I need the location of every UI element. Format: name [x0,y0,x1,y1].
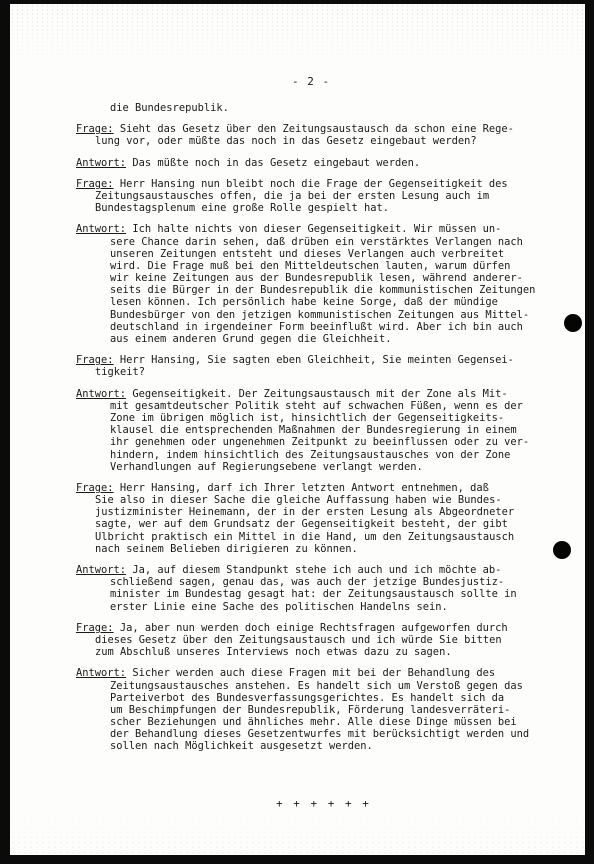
line-text: Ich halte nichts von dieser Gegenseitigkeit. Wir müssen un- [132,223,502,236]
text-line [76,260,591,272]
answer-paragraph [76,223,591,345]
line-text: tigkeit? [95,366,146,379]
line-text: nach seinem Belieben dirigieren zu können. [95,542,358,555]
answer-paragraph [76,564,591,613]
text-line [76,272,591,284]
line-text: aus einem anderen Grund gegen die Gleichheit. [110,333,392,345]
line-text: Parteiverbot des Bundesverfassungsgerichtes. Es handelt sich da [110,691,505,704]
line-text: um Beschimpfungen der Bundesrepublik, Förderung landesverräteri- [110,703,511,716]
text-line [76,236,591,248]
text-line [76,388,591,400]
text-line [76,321,591,333]
line-text: deutschland in irgendeiner Form beeinflußt wird. Aber ich bin auch [110,320,523,333]
scan-noise-top [10,4,585,64]
text-line [76,135,591,147]
end-mark: + + + + + + [276,797,371,810]
text-line [76,223,591,235]
line-text: die Bundesrepublik. [110,102,229,114]
line-text: Zeitungsaustausches anstehen. Es handelt sich um Verstoß gegen das [110,679,523,692]
answer-label: Antwort: [76,667,127,680]
text-line [76,123,591,135]
line-text: Das müßte noch in das Gesetz eingebaut werden. [132,156,421,169]
line-text: Herr Hansing, darf ich Ihrer letzten Antwort entnehmen, daß [119,481,489,494]
text-line [76,601,591,613]
text-line [76,518,591,530]
text-line [76,588,591,600]
line-text: der Behandlung dieses Gesetzentwurfes mit berücksichtigt werden und [110,728,530,741]
text-line [76,728,591,740]
answer-paragraph [76,667,591,752]
line-text: wir keine Zeitungen aus der Bundesrepublik lesen, während anderer- [110,272,523,285]
text-line [76,622,591,634]
text-line [76,543,591,555]
line-text: Ulbricht praktisch ein Mittel in die Hand, um den Zeitungsaustausch [95,530,515,543]
line-text: ihr genehmen oder ungenehmen Zeitpunkt zu beeinflussen oder zu ver- [110,436,530,449]
text-line [76,157,591,169]
line-text: unseren Zeitungen entsteht und dieses Verlangen auch verbreitet [110,247,505,260]
text-line [76,190,591,202]
text-line [76,564,591,576]
punch-hole-upper [564,314,582,332]
line-text: Zone im übrigen möglich ist, hinsichtlich der Gegenseitigkeits- [110,411,505,424]
question-paragraph [76,622,591,659]
text-line [76,202,591,214]
question-paragraph [76,178,591,215]
text-line [76,366,591,378]
text-line [76,354,591,366]
answer-label: Antwort: [76,564,127,576]
continuation-paragraph [76,102,591,114]
line-text: klausel die entsprechenden Maßnahmen der Bundesregierung in einem [110,424,517,437]
text-line [76,400,591,412]
line-text: Gegenseitigkeit. Der Zeitungsaustausch mit der Zone als Mit- [132,387,508,400]
line-text: Bundesbürger von den jetzigen kommunistischen Zeitungen aus Mittel- [110,308,530,321]
question-paragraph [76,354,591,378]
page-number: - 2 - [292,75,331,88]
line-text: Verhandlungen auf Regierungsebene verlangt werden. [110,460,423,473]
text-line [76,461,591,473]
text-line [76,102,591,114]
answer-paragraph [76,157,591,169]
text-line [76,531,591,543]
line-text: dieses Gesetz über den Zeitungsaustausch und ich würde Sie bitten [95,633,502,646]
text-line [76,424,591,436]
text-line [76,248,591,260]
text-line [76,692,591,704]
text-line [76,634,591,646]
line-text: Sicher werden auch diese Fragen mit bei der Behandlung des [132,667,496,680]
line-text: Ja, aber nun werden doch einige Rechtsfragen aufgeworfen durch [119,621,508,634]
line-text: Herr Hansing, Sie sagten eben Gleichheit, Sie meinten Gegensei- [119,354,514,367]
line-text: Bundestagsplenum eine große Rolle gespielt hat. [95,202,390,215]
answer-label: Antwort: [76,223,127,236]
line-text: Sieht das Gesetz über den Zeitungsaustausch da schon eine Rege- [119,123,514,136]
question-paragraph [76,123,591,147]
text-line [76,449,591,461]
line-text: Ja, auf diesem Standpunkt stehe ich auch und ich möchte ab- [132,564,502,576]
text-line [76,309,591,321]
text-line [76,178,591,190]
line-text: sollen nach Möglichkeit ausgesetzt werden. [110,740,373,753]
line-text: minister im Bundestag gesagt hat: der Zeitungsaustausch sollte in [110,588,517,601]
scan-noise-bottom [10,810,585,855]
line-text: zum Abschluß unseres Interviews noch etwas dazu zu sagen. [95,646,452,659]
line-text: justizminister Heinemann, der in der ersten Lesung als Abgeordneter [95,506,515,519]
line-text: lesen können. Ich persönlich habe keine Sorge, daß der mündige [110,296,498,309]
line-text: Herr Hansing nun bleibt noch die Frage der Gegenseitigkeit des [119,177,508,190]
question-label: Frage: [76,177,114,190]
question-label: Frage: [76,354,114,367]
line-text: mit gesamtdeutscher Politik steht auf schwachen Füßen, wenn es der [110,399,523,412]
line-text: lung vor, oder müßte das noch in das Gesetz eingebaut werden? [95,135,477,148]
text-line [76,482,591,494]
answer-label: Antwort: [76,156,127,169]
question-label: Frage: [76,481,114,494]
text-line [76,740,591,752]
text-line [76,646,591,658]
text-line [76,667,591,679]
interview-text [76,102,591,753]
line-text: hindern, indem hinsichtlich des Zeitungsaustausches von der Zone [110,448,511,461]
line-text: schließend sagen, genau das, was auch der jetzige Bundesjustiz- [110,576,505,589]
answer-paragraph [76,388,591,473]
question-label: Frage: [76,621,114,634]
text-line [76,284,591,296]
line-text: Sie also in dieser Sache die gleiche Auffassung haben wie Bundes- [95,494,502,507]
question-label: Frage: [76,123,114,136]
line-text: erster Linie eine Sache des politischen Handelns sein. [110,600,448,613]
text-line [76,333,591,345]
line-text: sere Chance darin sehen, daß drüben ein verstärktes Verlangen nach [110,235,523,248]
text-line [76,412,591,424]
line-text: sagte, wer auf dem Grundsatz der Gegenseitigkeit besteht, der gibt [95,518,508,531]
text-line [76,296,591,308]
text-line [76,494,591,506]
question-paragraph [76,482,591,555]
text-line [76,704,591,716]
line-text: Zeitungsaustausches offen, die ja bei der ersten Lesung auch im [95,189,490,202]
line-text: wird. Die Frage muß bei den Mitteldeutschen lauten, warum dürfen [110,259,511,272]
line-text: scher Beziehungen und ähnliches mehr. Alle diese Dinge müssen bei [110,716,517,729]
text-line [76,506,591,518]
text-line [76,436,591,448]
punch-hole-lower [553,541,571,559]
text-line [76,680,591,692]
text-line [76,576,591,588]
answer-label: Antwort: [76,387,127,400]
text-line [76,716,591,728]
line-text: seits die Bürger in der Bundesrepublik die kommunistischen Zeitungen [110,284,536,297]
